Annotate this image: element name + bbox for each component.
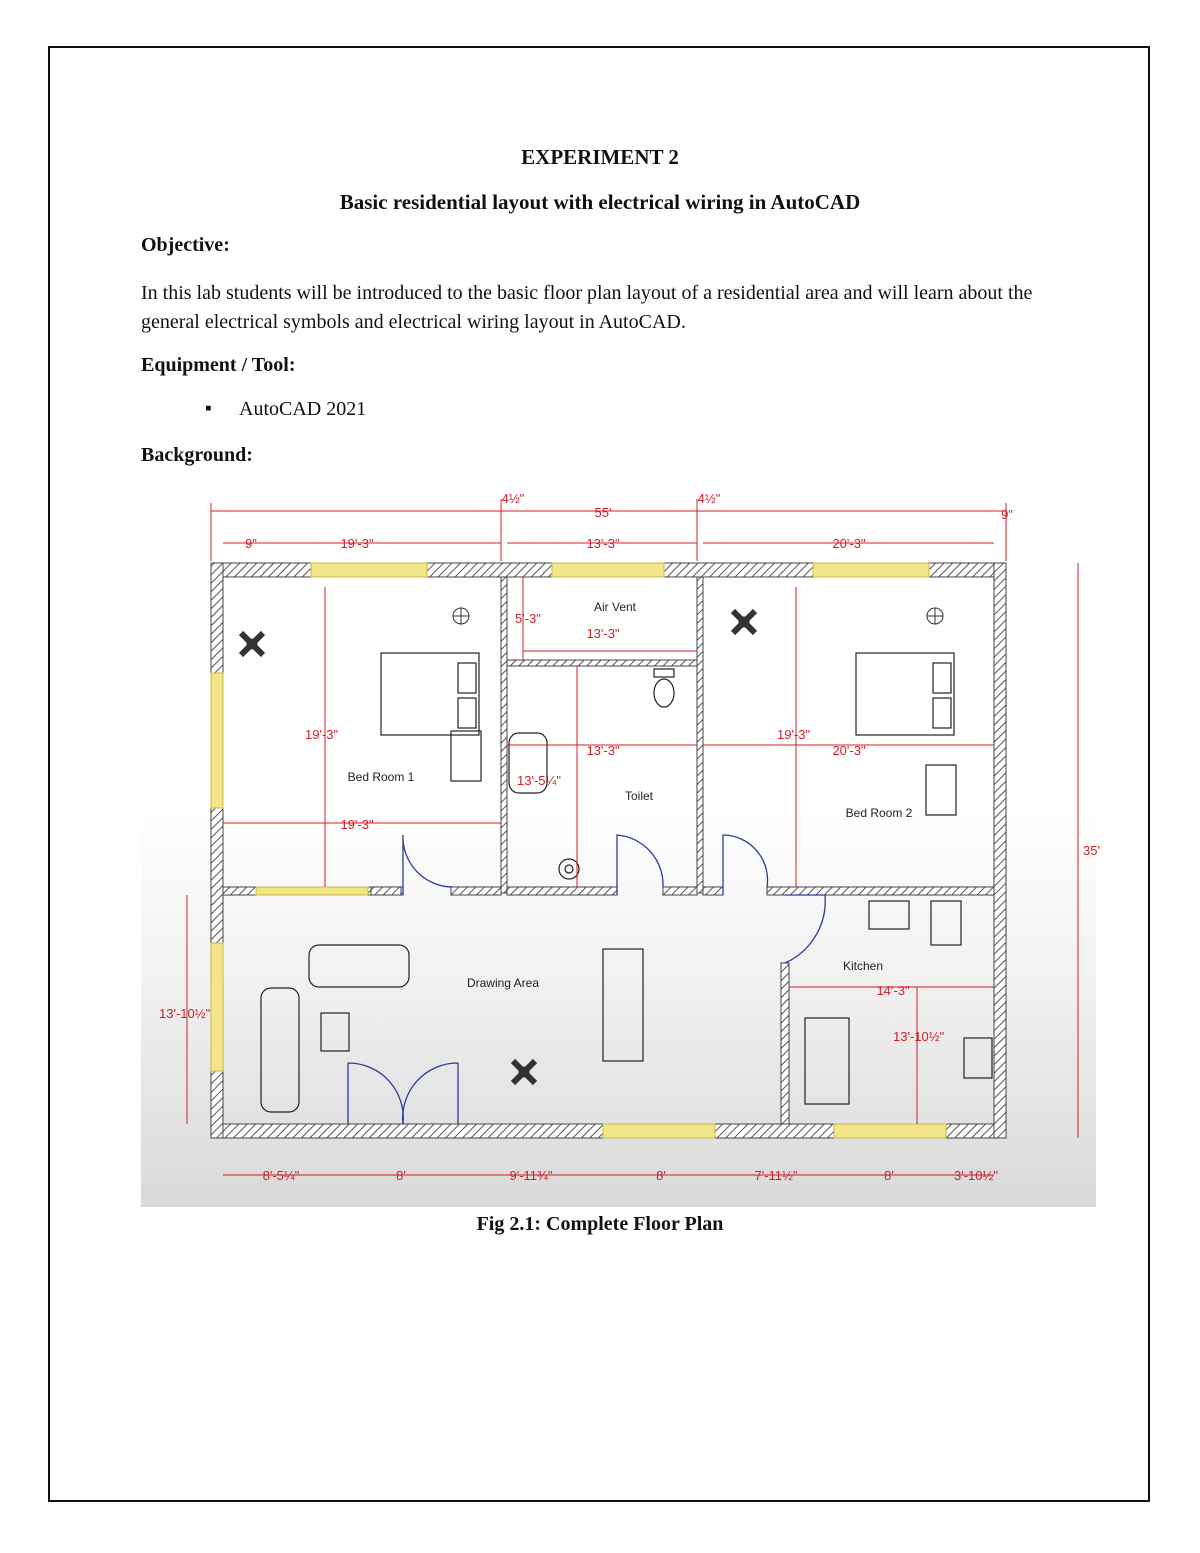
room-labels	[348, 600, 913, 990]
dim-kitchen-height: 13'-10½"	[893, 1029, 945, 1044]
fan-icon	[733, 611, 755, 633]
desk-2-icon	[926, 765, 956, 815]
dim-toilet-width: 13'-3"	[586, 743, 620, 758]
equipment-heading: Equipment / Tool:	[141, 354, 296, 376]
walls	[211, 563, 1006, 1138]
dim-overall-height: 35'	[1083, 843, 1100, 858]
room-drawing-label: Drawing Area	[466, 976, 540, 990]
dim-drawing-height: 13'-10½"	[159, 1006, 211, 1021]
floor-plan-figure	[141, 483, 1100, 1207]
coffee-table-icon	[321, 1013, 349, 1051]
experiment-title: EXPERIMENT 2	[521, 145, 679, 169]
dim-bottom-4: 8'	[656, 1168, 666, 1183]
dim-kitchen-width: 14'-3"	[876, 983, 910, 998]
room-kitchen-label: Kitchen	[842, 959, 884, 973]
dim-bottom-7: 3'-10½"	[954, 1168, 998, 1183]
dim-wall-c: 9"	[1001, 507, 1013, 522]
objective-heading: Objective:	[141, 234, 230, 256]
floor-plan-drawing	[141, 483, 1100, 1207]
dim-vent-height: 5'-3"	[515, 611, 541, 626]
desk-1-icon	[451, 731, 481, 781]
dim-bottom-3: 9'-11¾"	[509, 1168, 553, 1183]
background-heading: Background:	[141, 444, 253, 466]
dim-bed1-height: 19'-3"	[305, 727, 339, 742]
dim-toilet-height: 13'-5¼"	[517, 773, 561, 788]
room-toilet-label: Toilet	[624, 789, 654, 803]
dim-wall-a: 4½"	[501, 491, 525, 506]
dim-bed1-inner-width: 19'-3"	[340, 817, 374, 832]
dim-bed2-inner-width: 20'-3"	[832, 743, 866, 758]
objective-text: In this lab students will be introduced to the basic floor plan layout of a residential area and will learn about the general electrical symbols and electrical wiring layout in AutoCAD.	[141, 282, 1033, 333]
doors	[348, 835, 825, 1124]
dim-overall-width: 55'	[594, 505, 612, 520]
light-icon	[453, 608, 469, 624]
dim-bed2-width: 20'-3"	[832, 536, 866, 551]
light-icon	[927, 608, 943, 624]
figure-caption: Fig 2.1: Complete Floor Plan	[476, 1213, 724, 1235]
fan-icon	[513, 1061, 535, 1083]
floor-drain-icon	[559, 859, 579, 879]
room-vent-label: Air Vent	[593, 600, 637, 614]
dim-vent-width: 13'-3"	[586, 536, 620, 551]
windows	[211, 563, 946, 1138]
dim-bottom-2: 8'	[396, 1168, 406, 1183]
stove-icon	[964, 1038, 992, 1078]
dim-bed2-height: 19'-3"	[777, 727, 811, 742]
dim-bed1-width: 19'-3"	[340, 536, 374, 551]
experiment-subtitle: Basic residential layout with electrical wiring in AutoCAD	[339, 190, 861, 214]
dim-wall-b: 4½"	[697, 491, 721, 506]
fan-icon	[241, 633, 263, 655]
dim-top-left-wall: 9"	[245, 536, 257, 551]
dining-table-icon	[603, 949, 643, 1061]
toilet-icon	[654, 679, 674, 707]
sink-icon	[869, 901, 909, 929]
sofa-side-icon	[261, 988, 299, 1112]
room-bed1-label: Bed Room 1	[347, 770, 415, 784]
equipment-item: AutoCAD 2021	[239, 398, 367, 420]
furniture	[261, 653, 992, 1112]
kitchen-appliance-icon	[931, 901, 961, 945]
dim-bottom-5: 7'-11½"	[754, 1168, 798, 1183]
bullet-icon: ▪	[205, 398, 212, 419]
dim-bottom-1: 8'-5¼"	[262, 1168, 300, 1183]
ceiling-fans	[241, 608, 943, 1083]
sofa-icon	[309, 945, 409, 987]
bed-2-icon	[856, 653, 954, 735]
room-bed2-label: Bed Room 2	[845, 806, 913, 820]
refrigerator-icon	[805, 1018, 849, 1104]
bed-1-icon	[381, 653, 479, 735]
dim-bottom-6: 8'	[884, 1168, 894, 1183]
dim-vent-inner-width: 13'-3"	[586, 626, 620, 641]
